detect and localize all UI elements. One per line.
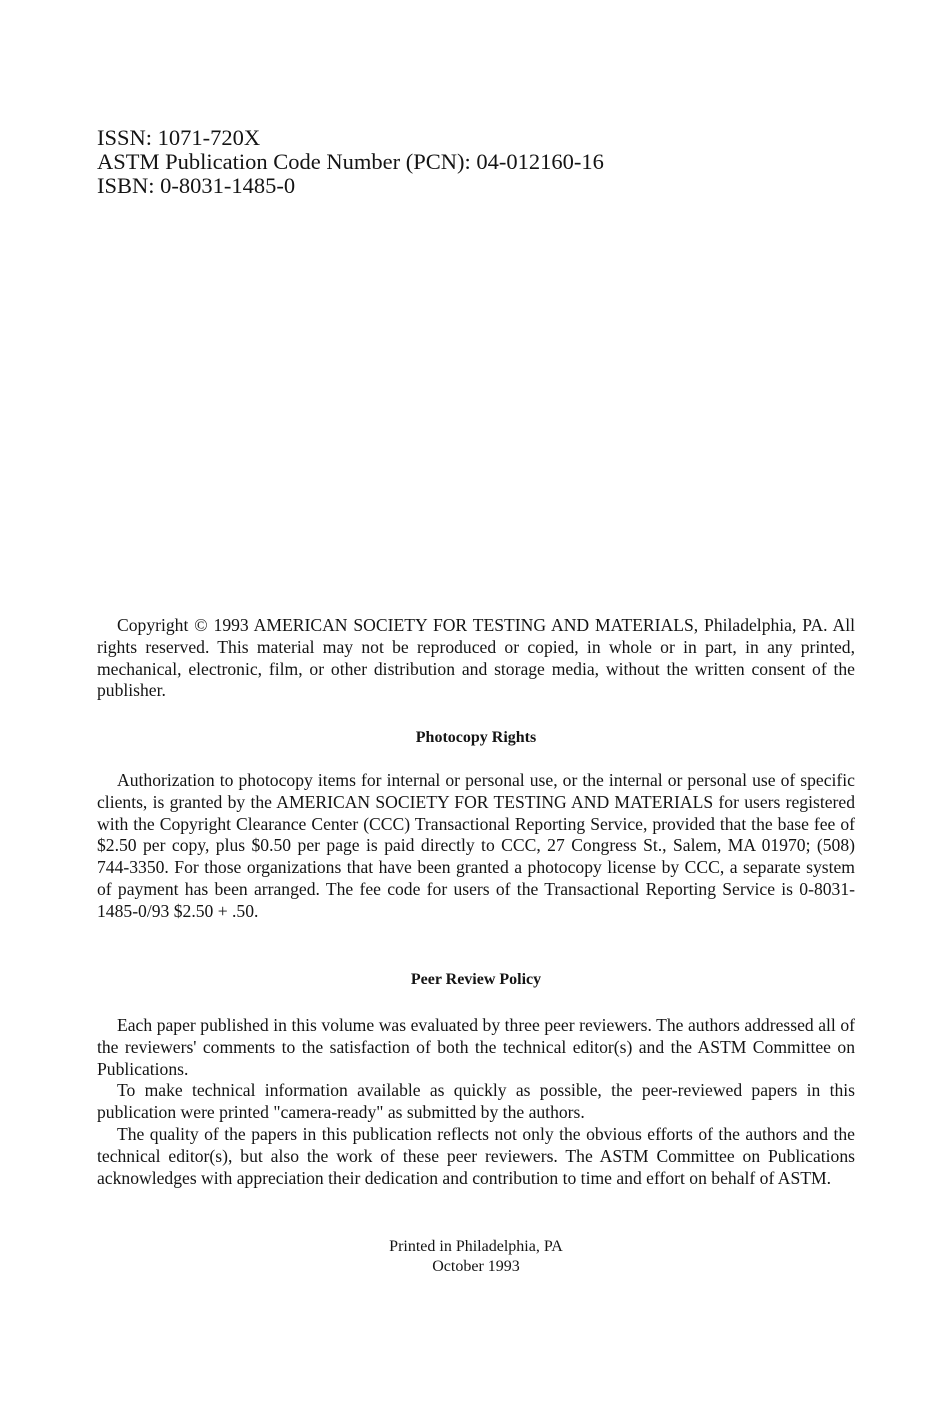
copyright-notice: [97, 615, 855, 702]
issn-line: ISSN: 1071-720X: [97, 125, 261, 150]
printed-date: October 1993: [432, 1257, 520, 1275]
imprint: [97, 1237, 855, 1276]
isbn-line: ISBN: 0-8031-1485-0: [97, 173, 296, 198]
peer-review-paragraph: To make technical information available as quickly as possible, the peer-reviewed papers in this publication were printed "camera-ready" as submitted by the authors.: [97, 1080, 855, 1123]
copyright-paragraph: Copyright © 1993 AMERICAN SOCIETY FOR TESTING AND MATERIALS, Philadelphia, PA. All rights reserved. This material may not be reproduced or copied, in whole or in part, in any printed, mechanical, electronic, film, or other distribution and storage media, without the written consent of the publisher.: [97, 615, 855, 701]
pcn-line: ASTM Publication Code Number (PCN): 04-012160-16: [97, 149, 604, 174]
peer-review-paragraph: The quality of the papers in this publication reflects not only the obvious efforts of the authors and the technical editor(s), but also the work of these peer reviewers. The ASTM Committee on Publications acknowledges with appreciation their dedication and contribution to time and effort on behalf of ASTM.: [97, 1123, 855, 1188]
photocopy-rights-section: [97, 770, 855, 923]
printed-place: Printed in Philadelphia, PA: [389, 1238, 563, 1255]
photocopy-rights-heading: Photocopy Rights: [415, 729, 537, 746]
peer-review-section: [97, 1015, 855, 1189]
publication-identifiers: [97, 126, 604, 198]
peer-review-paragraph: Each paper published in this volume was evaluated by three peer reviewers. The authors addressed all of the reviewers' comments to the satisfaction of both the technical editor(s) and the ASTM Committee on Publications.: [97, 1015, 855, 1079]
peer-review-heading: Peer Review Policy: [410, 971, 542, 988]
photocopy-paragraph: Authorization to photocopy items for internal or personal use, or the internal or personal use of specific clients, is granted by the AMERICAN SOCIETY FOR TESTING AND MATERIALS for users registered with the Copyright Clearance Center (CCC) Transactional Reporting Service, provided that the base fee of $2.50 per copy, plus $0.50 per page is paid directly to CCC, 27 Congress St., Salem, MA 01970; (508) 744-3350. For those organizations that have been granted a photocopy license by CCC, a separate system of payment has been arranged. The fee code for users of the Transactional Reporting Service is 0-8031-1485-0/93 $2.50 + .50.: [97, 770, 855, 921]
